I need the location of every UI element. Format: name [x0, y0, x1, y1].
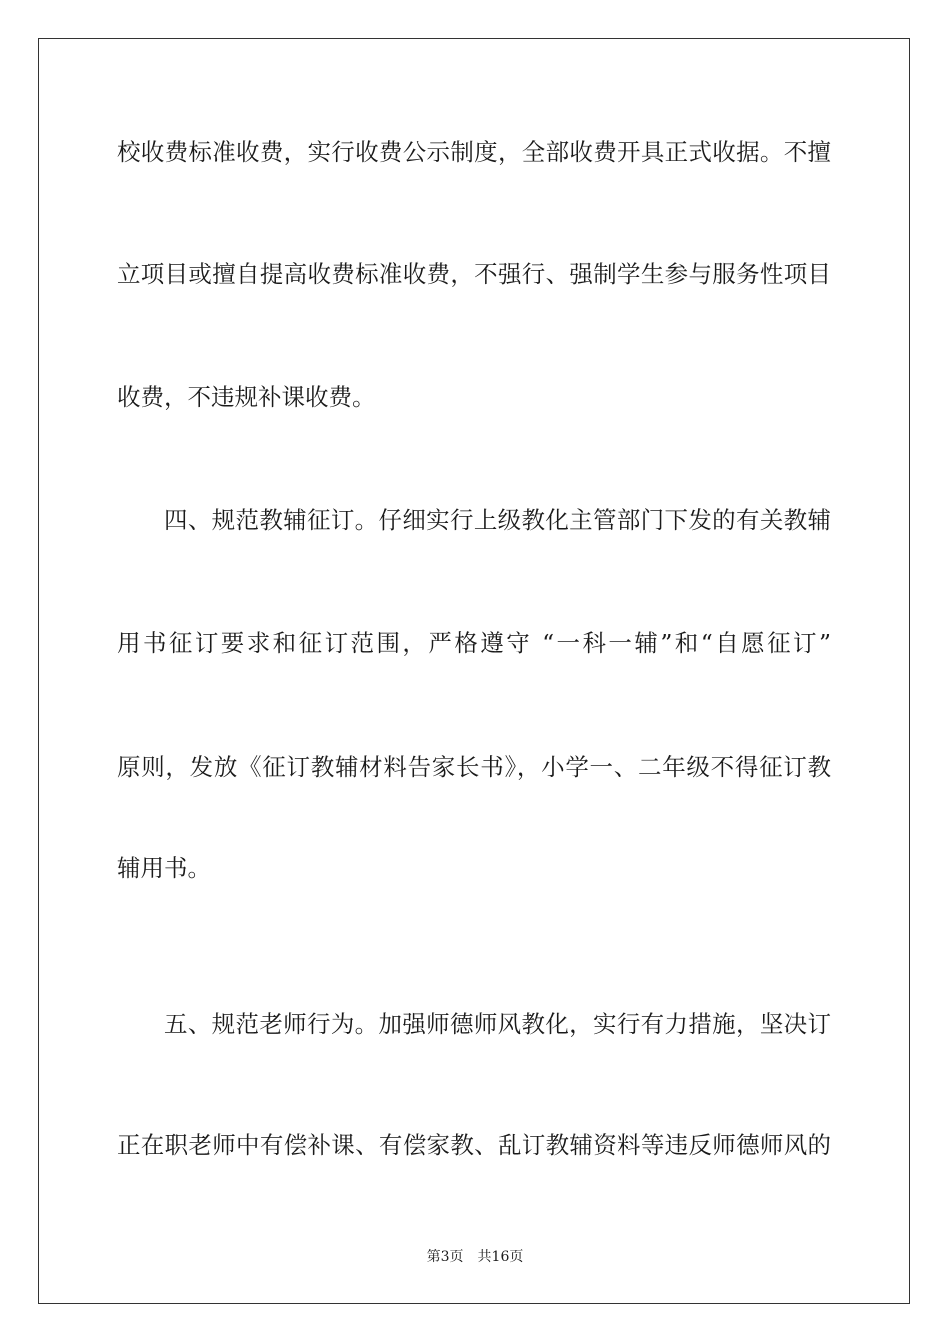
page-number: 第3页 — [426, 1249, 464, 1265]
body-line-5: 用书征订要求和征订范围，严格遵守 “一科一辅”和“自愿征订” — [117, 629, 831, 657]
body-line-9: 正在职老师中有偿补课、有偿家教、乱订教辅资料等违反师德师风的 — [117, 1131, 831, 1159]
body-line-6: 原则，发放《征订教辅材料告家长书》，小学一、二年级不得征订教 — [117, 753, 831, 781]
body-line-1: 校收费标准收费，实行收费公示制度，全部收费开具正式收据。不擅 — [117, 138, 831, 166]
body-line-4: 四、规范教辅征订。仔细实行上级教化主管部门下发的有关教辅 — [164, 506, 831, 534]
page-footer — [0, 1247, 950, 1267]
body-line-7: 辅用书。 — [117, 854, 211, 882]
body-line-3: 收费，不违规补课收费。 — [117, 383, 376, 411]
total-pages: 共16页 — [477, 1249, 524, 1265]
body-line-2: 立项目或擅自提高收费标准收费，不强行、强制学生参与服务性项目 — [117, 260, 831, 288]
page-border — [38, 38, 910, 1304]
body-line-8: 五、规范老师行为。加强师德师风教化，实行有力措施，坚决订 — [164, 1010, 831, 1038]
